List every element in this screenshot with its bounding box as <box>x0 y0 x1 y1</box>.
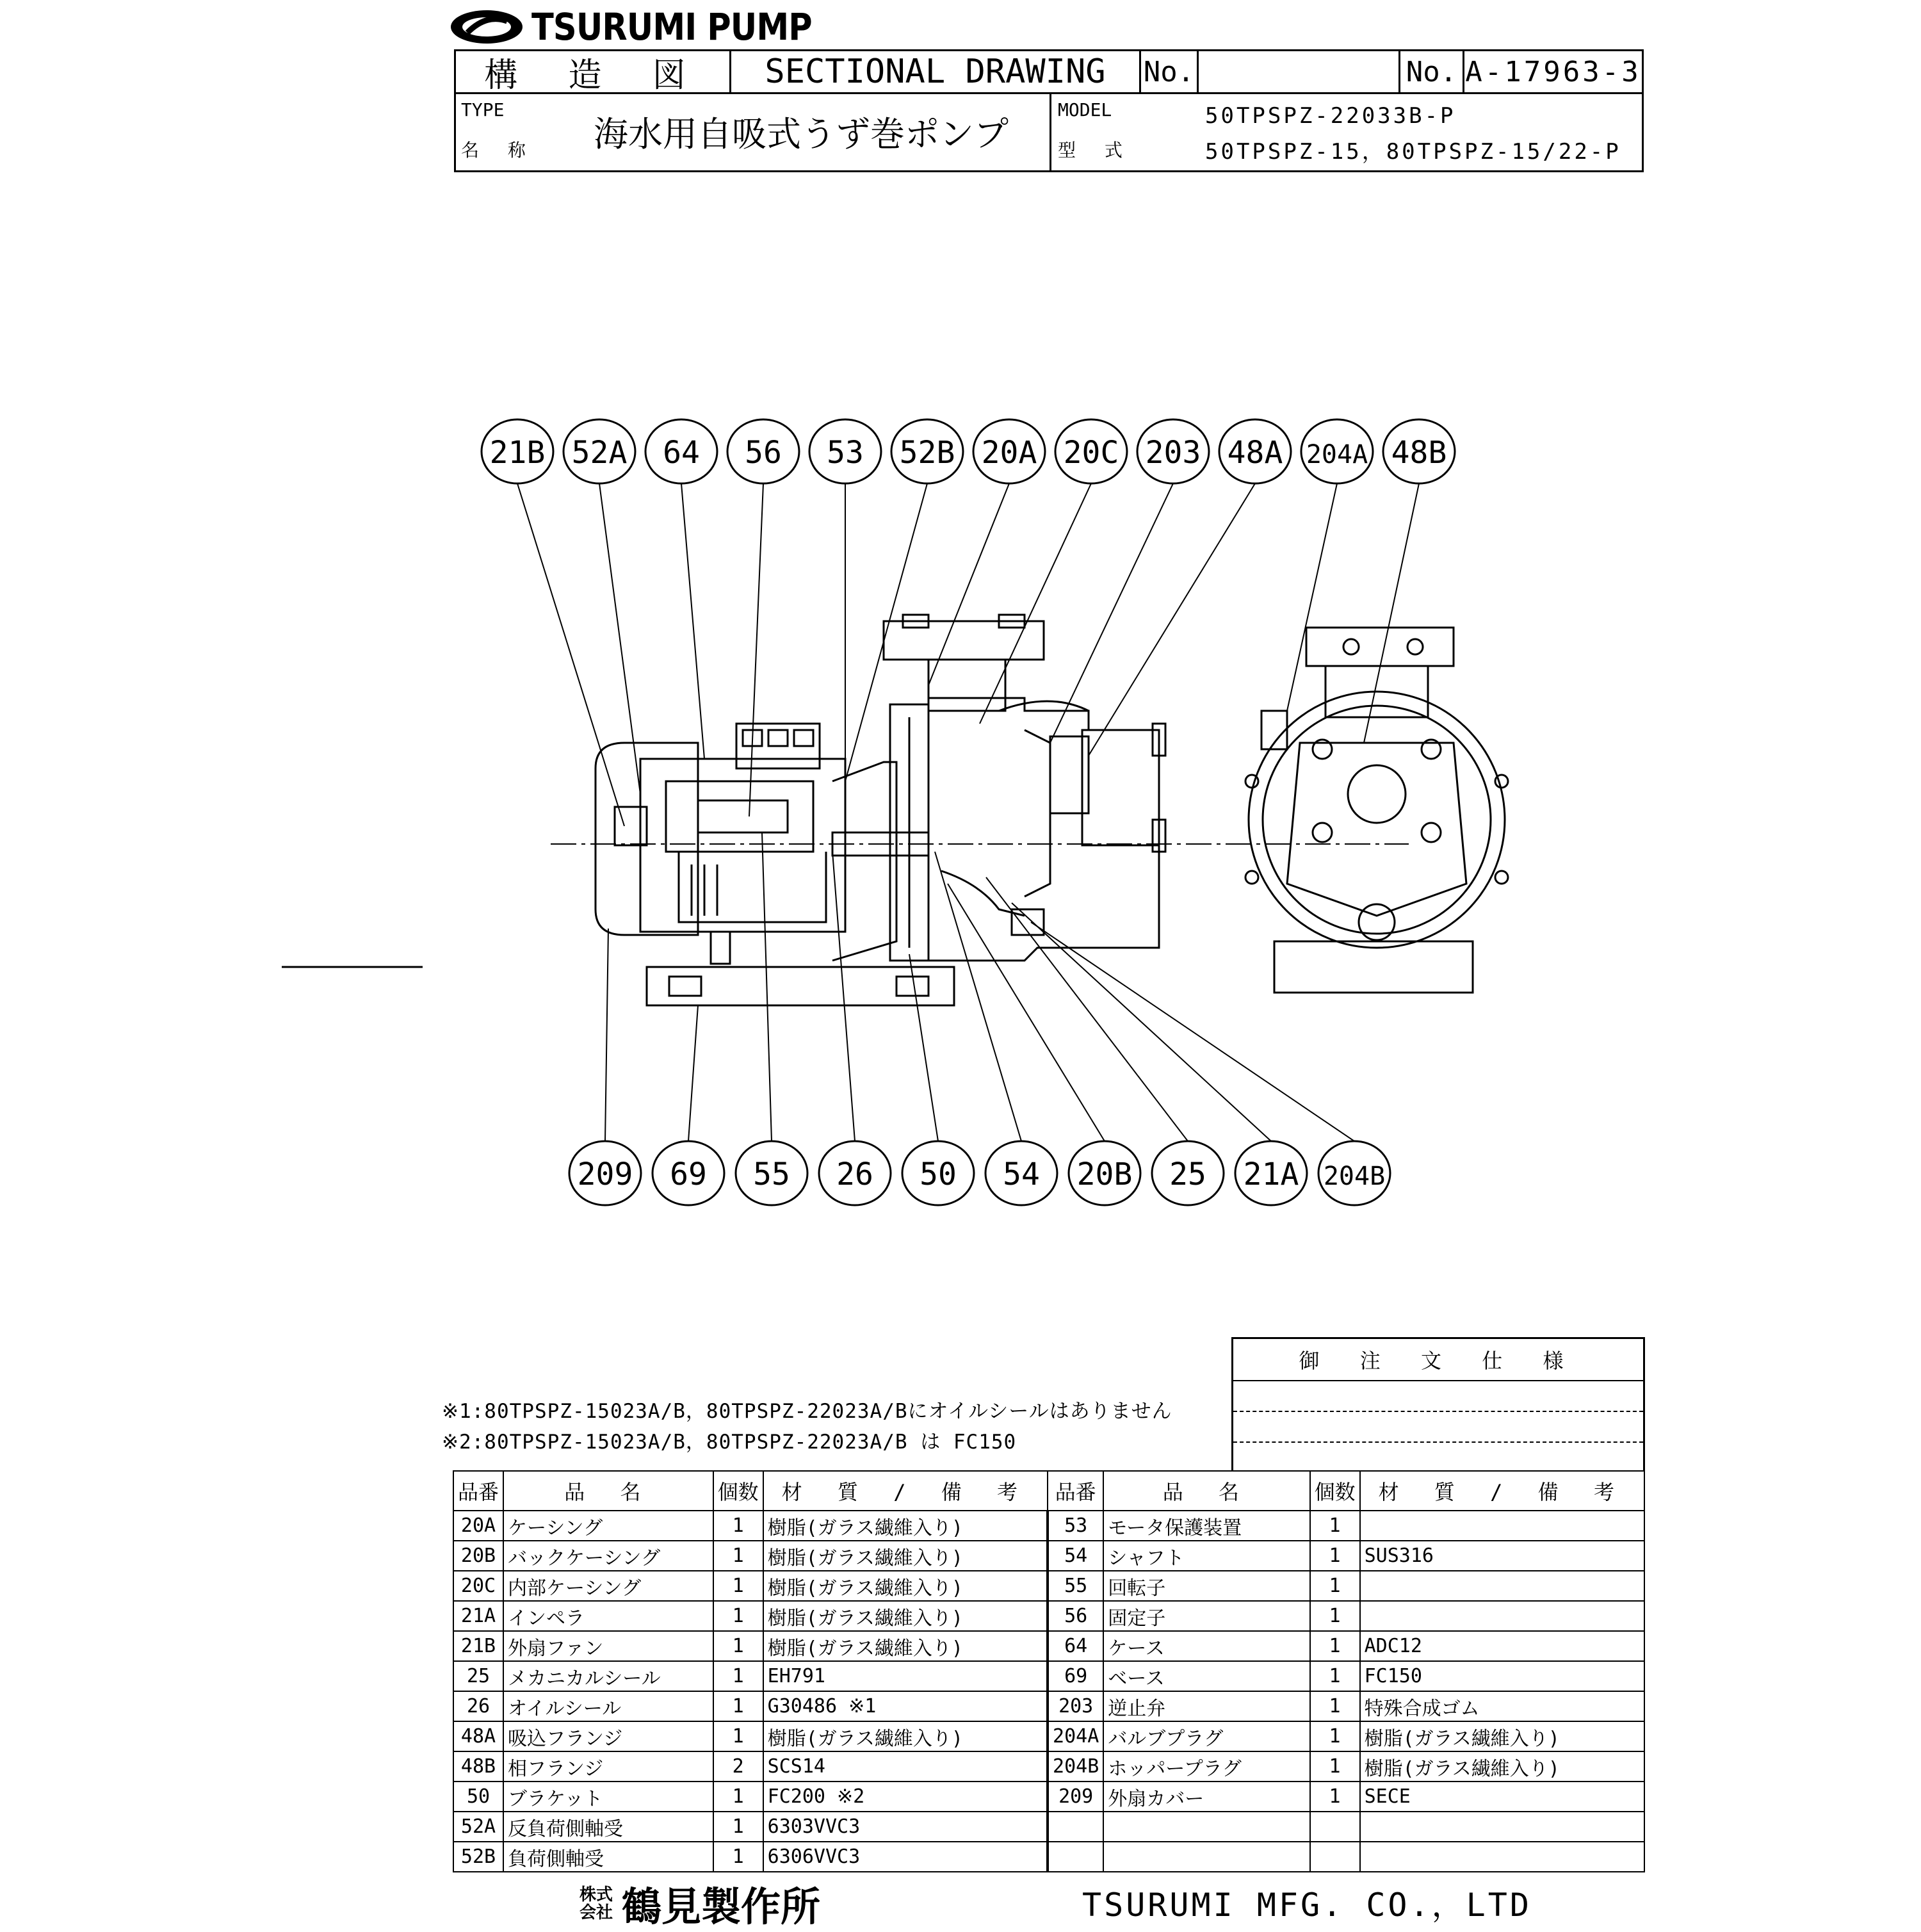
callout-label: 48B <box>1391 435 1447 471</box>
table-cell-no <box>1048 1812 1103 1842</box>
table-cell-no: 53 <box>1048 1511 1103 1541</box>
callout-label: 25 <box>1169 1157 1206 1192</box>
table-cell-no: 21B <box>453 1631 503 1661</box>
table-cell-no: 20B <box>453 1541 503 1571</box>
drawing-label-jp: 構 造 図 <box>456 51 731 92</box>
table-row <box>453 1751 1644 1782</box>
table-cell-qty: 1 <box>1310 1601 1360 1631</box>
table-row <box>453 1631 1644 1661</box>
table-cell-qty: 1 <box>713 1571 763 1601</box>
table-cell-material: 樹脂(ガラス繊維入り) <box>1360 1721 1644 1751</box>
table-cell-no: 25 <box>453 1661 503 1691</box>
table-cell-name: ホッパープラグ <box>1103 1751 1309 1782</box>
table-cell-name: シャフト <box>1103 1541 1309 1571</box>
callout-label: 54 <box>1003 1157 1040 1192</box>
callout-label: 21A <box>1243 1157 1299 1192</box>
table-cell-no: 204A <box>1048 1721 1103 1751</box>
table-cell-no: 203 <box>1048 1691 1103 1721</box>
front-drain-plug <box>1359 904 1395 940</box>
parts-table <box>453 1470 1645 1872</box>
product-name: 海水用自吸式うず巻ポンプ <box>594 114 1009 154</box>
drawing-label-en: SECTIONAL DRAWING <box>731 51 1141 92</box>
table-cell-name: 負荷側軸受 <box>503 1842 713 1872</box>
table-cell-no: 64 <box>1048 1631 1103 1661</box>
leader-line <box>749 483 763 816</box>
name-label: 名 称 <box>461 140 535 161</box>
leader-line <box>517 483 624 826</box>
order-spec-title: 御 注 文 仕 様 <box>1233 1339 1643 1381</box>
table-cell-material <box>1360 1842 1644 1872</box>
table-cell-name: モータ保護装置 <box>1103 1511 1309 1541</box>
leader-line <box>832 852 855 1141</box>
table-cell-name <box>1103 1812 1309 1842</box>
table-cell-name: ケーシング <box>503 1511 713 1541</box>
table-cell-name: メカニカルシール <box>503 1661 713 1691</box>
callout-label: 20B <box>1076 1157 1133 1192</box>
table-cell-name: 反負荷側軸受 <box>503 1812 713 1842</box>
table-cell-name: 外扇ファン <box>503 1631 713 1661</box>
leader-line <box>948 884 1105 1141</box>
table-cell-material: FC150 <box>1360 1661 1644 1691</box>
drawing-number: A-17963-3 <box>1465 55 1641 88</box>
callout-label: 50 <box>920 1157 957 1192</box>
table-cell-name: バックケーシング <box>503 1541 713 1571</box>
leader-line <box>986 877 1188 1141</box>
table-cell-name: 逆止弁 <box>1103 1691 1309 1721</box>
callout-label: 20C <box>1063 435 1119 471</box>
table-cell-no: 52B <box>453 1842 503 1872</box>
leader-lines <box>517 483 1419 1141</box>
table-cell-material: 樹脂(ガラス繊維入り) <box>763 1721 1048 1751</box>
table-cell-no: 20A <box>453 1511 503 1541</box>
table-cell-name: ケース <box>1103 1631 1309 1661</box>
leader-line <box>762 832 772 1141</box>
callout-label: 21B <box>489 435 546 471</box>
company-kk: 株式会社 <box>580 1885 613 1922</box>
table-cell-name <box>1103 1842 1309 1872</box>
leader-line <box>909 954 938 1141</box>
table-cell-no: 55 <box>1048 1571 1103 1601</box>
table-cell-no <box>1048 1842 1103 1872</box>
callout-label: 209 <box>577 1157 633 1192</box>
table-cell-material: FC200 ※2 <box>763 1782 1048 1812</box>
front-base <box>1274 941 1473 993</box>
leader-line <box>681 483 704 759</box>
table-cell-material: ADC12 <box>1360 1631 1644 1661</box>
table-cell-qty: 1 <box>713 1691 763 1721</box>
table-cell-material: EH791 <box>763 1661 1048 1691</box>
table-cell-material: 樹脂(ガラス繊維入り) <box>763 1541 1048 1571</box>
table-cell-name: 吸込フランジ <box>503 1721 713 1751</box>
table-cell-qty: 1 <box>1310 1631 1360 1661</box>
table-row <box>453 1812 1644 1842</box>
leader-line <box>935 852 1021 1141</box>
table-row <box>453 1661 1644 1691</box>
table-cell-no: 48A <box>453 1721 503 1751</box>
stator <box>666 781 813 852</box>
brand-name: TSURUMI PUMP <box>531 5 812 49</box>
company-jp: 鶴見製作所 <box>622 1883 821 1930</box>
table-cell-no: 56 <box>1048 1601 1103 1631</box>
model-line-2: 50TPSPZ-15，80TPSPZ-15/22-P <box>1205 139 1621 165</box>
callout-label: 52A <box>571 435 628 471</box>
leader-line <box>688 1005 698 1141</box>
callout-label: 48A <box>1227 435 1283 471</box>
table-cell-qty: 1 <box>713 1511 763 1541</box>
table-cell-name: オイルシール <box>503 1691 713 1721</box>
table-cell-no: 69 <box>1048 1661 1103 1691</box>
leader-line <box>928 483 1009 685</box>
table-row <box>453 1691 1644 1721</box>
callout-label: 204B <box>1323 1162 1386 1191</box>
table-cell-qty: 1 <box>1310 1661 1360 1691</box>
no-label: No. <box>1141 51 1199 92</box>
table-cell-material <box>1360 1511 1644 1541</box>
note-2: ※2:80TPSPZ-15023A/B，80TPSPZ-22023A/B は FC150 <box>442 1431 1017 1454</box>
table-cell-qty: 1 <box>1310 1691 1360 1721</box>
callout-label: 52B <box>899 435 955 471</box>
table-cell-qty: 1 <box>713 1812 763 1842</box>
table-cell-no: 50 <box>453 1782 503 1812</box>
callouts-bottom <box>569 1141 1390 1205</box>
table-cell-material: 樹脂(ガラス繊維入り) <box>1360 1751 1644 1782</box>
table-cell-name: ブラケット <box>503 1782 713 1812</box>
table-cell-no: 48B <box>453 1751 503 1782</box>
table-cell-qty: 1 <box>1310 1571 1360 1601</box>
table-row <box>453 1721 1644 1751</box>
table-cell-name: バルブプラグ <box>1103 1721 1309 1751</box>
order-spec-box <box>1231 1337 1645 1470</box>
callout-label: 20A <box>981 435 1037 471</box>
no-label-2: No. <box>1400 51 1464 92</box>
table-cell-material: G30486 ※1 <box>763 1691 1048 1721</box>
table-cell-no: 52A <box>453 1812 503 1842</box>
callout-label: 26 <box>836 1157 873 1192</box>
callout-label: 56 <box>745 435 782 471</box>
table-row <box>453 1782 1644 1812</box>
table-cell-qty <box>1310 1812 1360 1842</box>
leader-line <box>1031 922 1354 1141</box>
table-cell-material <box>1360 1571 1644 1601</box>
table-cell-no: 204B <box>1048 1751 1103 1782</box>
callouts-top <box>482 419 1455 483</box>
table-cell-qty: 2 <box>713 1751 763 1782</box>
table-cell-name: 外扇カバー <box>1103 1782 1309 1812</box>
table-cell-no: 54 <box>1048 1541 1103 1571</box>
leader-line <box>845 483 927 781</box>
table-cell-no: 21A <box>453 1601 503 1631</box>
table-cell-name: インペラ <box>503 1601 713 1631</box>
leader-line <box>1364 483 1419 743</box>
table-row <box>453 1842 1644 1872</box>
callout-label: 204A <box>1306 440 1368 469</box>
table-row <box>453 1571 1644 1601</box>
rotor <box>698 800 788 832</box>
table-cell-name: ベース <box>1103 1661 1309 1691</box>
table-cell-name: 相フランジ <box>503 1751 713 1782</box>
table-cell-qty: 1 <box>1310 1511 1360 1541</box>
front-flange <box>1306 628 1454 666</box>
table-cell-qty: 1 <box>713 1842 763 1872</box>
table-cell-material: 樹脂(ガラス繊維入り) <box>763 1571 1048 1601</box>
table-cell-qty: 1 <box>713 1631 763 1661</box>
table-cell-material: SECE <box>1360 1782 1644 1812</box>
leader-line <box>1012 903 1271 1141</box>
table-cell-material: 樹脂(ガラス繊維入り) <box>763 1601 1048 1631</box>
table-cell-name: 内部ケーシング <box>503 1571 713 1601</box>
table-cell-qty: 1 <box>713 1721 763 1751</box>
table-row <box>453 1601 1644 1631</box>
table-cell-qty: 1 <box>713 1601 763 1631</box>
table-cell-qty: 1 <box>713 1541 763 1571</box>
table-cell-material: 6306VVC3 <box>763 1842 1048 1872</box>
table-cell-qty: 1 <box>1310 1541 1360 1571</box>
table-cell-material: 樹脂(ガラス繊維入り) <box>763 1631 1048 1661</box>
company-jp-logo <box>580 1875 820 1932</box>
callout-label: 69 <box>670 1157 707 1192</box>
table-cell-no: 20C <box>453 1571 503 1601</box>
model-label-jp: 型 式 <box>1058 140 1131 161</box>
callout-label: 55 <box>753 1157 790 1192</box>
table-cell-qty: 1 <box>1310 1721 1360 1751</box>
table-cell-material <box>1360 1601 1644 1631</box>
type-label: TYPE <box>461 99 505 120</box>
callout-label: 53 <box>827 435 864 471</box>
table-cell-qty: 1 <box>1310 1751 1360 1782</box>
table-cell-qty <box>1310 1842 1360 1872</box>
table-cell-no: 209 <box>1048 1782 1103 1812</box>
table-cell-material <box>1360 1812 1644 1842</box>
model-label: MODEL <box>1058 99 1112 120</box>
table-cell-name: 固定子 <box>1103 1601 1309 1631</box>
table-cell-name: 回転子 <box>1103 1571 1309 1601</box>
table-cell-material: SUS316 <box>1360 1541 1644 1571</box>
leader-line <box>1089 483 1255 756</box>
table-cell-no: 26 <box>453 1691 503 1721</box>
leader-line <box>980 483 1091 724</box>
table-cell-qty: 1 <box>1310 1782 1360 1812</box>
callout-label: 64 <box>663 435 700 471</box>
table-row <box>453 1541 1644 1571</box>
leader-line <box>605 929 608 1141</box>
model-line-1: 50TPSPZ-22033B-P <box>1205 103 1456 129</box>
table-cell-qty: 1 <box>713 1782 763 1812</box>
motor-case <box>640 759 845 932</box>
table-cell-material: 樹脂(ガラス繊維入り) <box>763 1511 1048 1541</box>
base-plate <box>647 967 954 1005</box>
table-cell-material: 6303VVC3 <box>763 1812 1048 1842</box>
leader-line <box>1287 483 1337 711</box>
table-cell-material: 特殊合成ゴム <box>1360 1691 1644 1721</box>
company-en: TSURUMI MFG. CO.，LTD <box>1082 1887 1532 1924</box>
parts-table-header: 品番 品 名 個数 材 質 / 備 考 品番 品 名 個数 材 質 / 備 考 <box>453 1471 1644 1511</box>
table-cell-material: SCS14 <box>763 1751 1048 1782</box>
table-row <box>453 1511 1644 1541</box>
note-1: ※1:80TPSPZ-15023A/B，80TPSPZ-22023A/Bにオイルシールはありません <box>442 1400 1172 1423</box>
callout-label: 203 <box>1145 435 1201 471</box>
table-cell-qty: 1 <box>713 1661 763 1691</box>
